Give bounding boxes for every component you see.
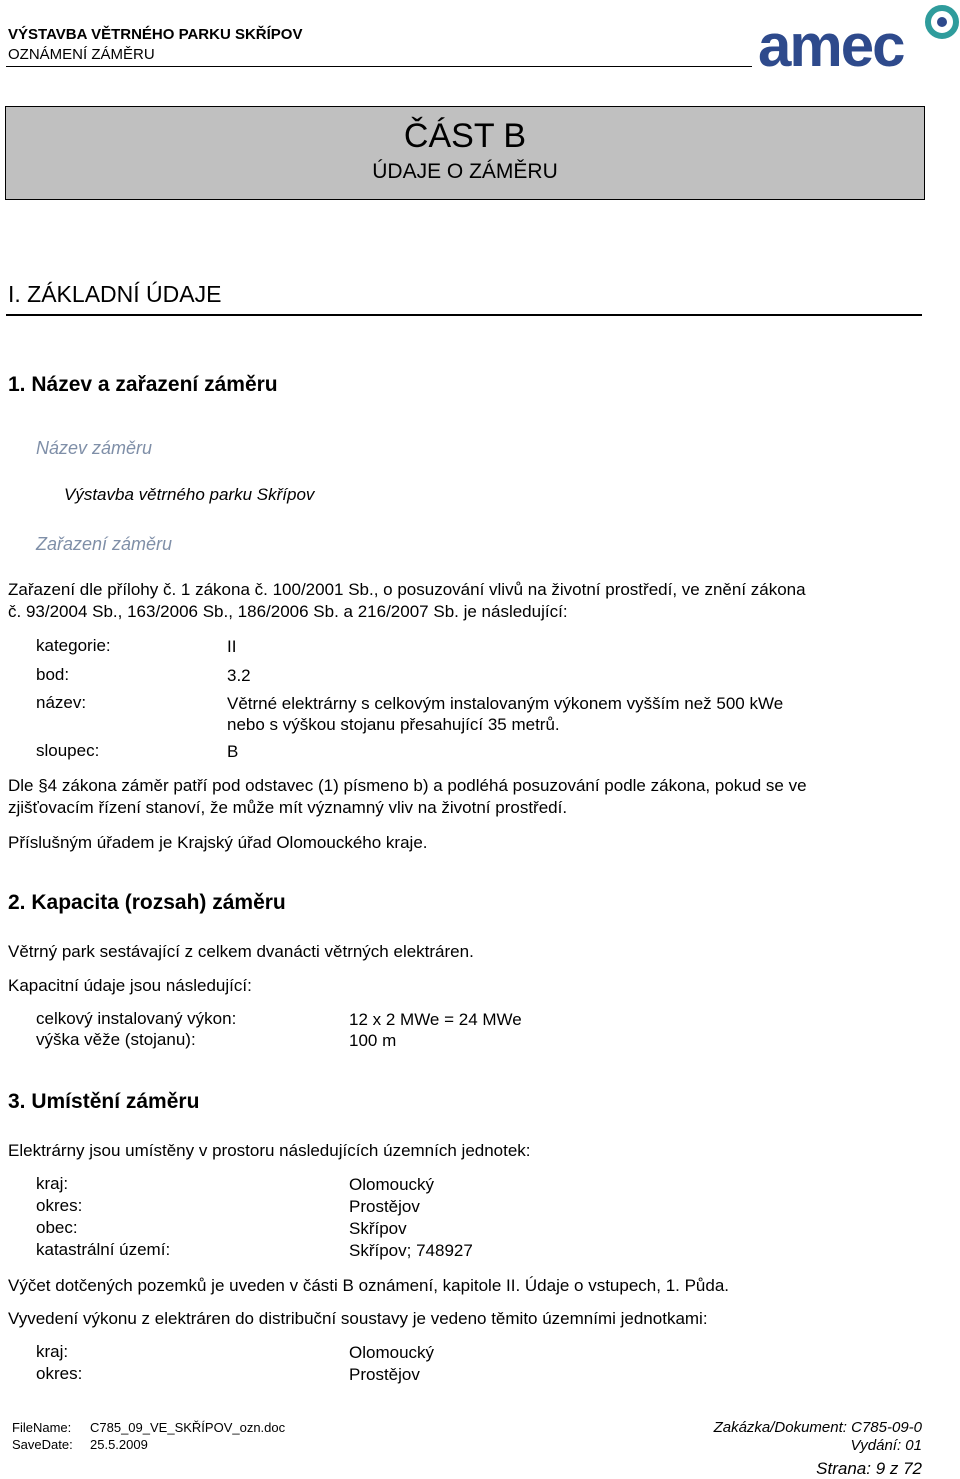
paragraph-authority: Příslušným úřadem je Krajský úřad Olomouckého kraje. — [8, 833, 428, 852]
footer-order: Zakázka/Dokument: C785-09-0 — [713, 1419, 922, 1436]
value-district-2: Prostějov — [349, 1365, 420, 1384]
capacity-para2: Kapacitní údaje jsou následující: — [8, 976, 252, 995]
value-installed-power: 12 x 2 MWe = 24 MWe — [349, 1010, 522, 1029]
classification-intro-line2: č. 93/2004 Sb., 163/2006 Sb., 186/2006 Sb. a 216/2007 Sb. je následující: — [8, 602, 568, 621]
section-title: I. ZÁKLADNÍ ÚDAJE — [8, 281, 222, 307]
footer-filename: C785_09_VE_SKŘÍPOV_ozn.doc — [90, 1420, 286, 1435]
label-title: název: — [36, 693, 87, 712]
value-municipality: Skřípov — [349, 1219, 407, 1238]
value-title-line1: Větrné elektrárny s celkovým instalovaným výkonem vyšším než 500 kWe — [227, 694, 784, 713]
label-installed-power: celkový instalovaný výkon: — [36, 1009, 237, 1028]
part-title: ČÁST B — [403, 117, 527, 155]
amec-logo — [756, 0, 960, 72]
footer-filename-label: FileName: — [12, 1420, 72, 1435]
label-region: kraj: — [36, 1174, 69, 1193]
paragraph-law-line2: zjišťovacím řízení stanoví, že může mít významný vliv na životní prostředí. — [8, 798, 568, 817]
location-para3: Vyvedení výkonu z elektráren do distribuční soustavy je vedeno těmito územními jednotkami: — [8, 1309, 708, 1328]
value-region: Olomoucký — [349, 1175, 435, 1194]
footer-savedate-label: SaveDate: — [12, 1437, 73, 1452]
value-cadastral: Skřípov; 748927 — [349, 1241, 473, 1260]
section-divider — [6, 314, 922, 316]
header-divider — [6, 66, 752, 67]
heading-location: 3. Umístění záměru — [8, 1090, 200, 1113]
label-municipality: obec: — [36, 1218, 78, 1237]
heading-name-classification: 1. Název a zařazení záměru — [8, 373, 278, 396]
value-title-line2: nebo s výškou stojanu přesahující 35 metrů. — [227, 715, 560, 734]
value-point: 3.2 — [227, 666, 251, 685]
footer-page: Strana: 9 z 72 — [816, 1459, 922, 1478]
logo-text: amec — [758, 12, 904, 72]
project-name: Výstavba větrného parku Skřípov — [64, 485, 315, 504]
footer-edition: Vydání: 01 — [850, 1437, 922, 1454]
value-category: II — [227, 637, 237, 656]
label-district: okres: — [36, 1196, 83, 1215]
label-tower-height: výška věže (stojanu): — [36, 1030, 196, 1049]
classification-intro-line1: Zařazení dle přílohy č. 1 zákona č. 100/2001 Sb., o posuzování vlivů na životní prostředí, ve znění zákona — [8, 580, 806, 599]
subheading-classification: Zařazení záměru — [36, 534, 173, 554]
value-tower-height: 100 m — [349, 1031, 397, 1050]
location-para2: Výčet dotčených pozemků je uveden v části B oznámení, kapitole II. Údaje o vstupech, 1. Půda. — [8, 1276, 730, 1295]
value-region-2: Olomoucký — [349, 1343, 435, 1362]
header-title: VÝSTAVBA VĚTRNÉHO PARKU SKŘÍPOV — [8, 26, 303, 43]
label-column: sloupec: — [36, 741, 100, 760]
label-point: bod: — [36, 665, 70, 684]
part-subtitle: ÚDAJE O ZÁMĚRU — [372, 160, 558, 183]
header-subtitle: OZNÁMENÍ ZÁMĚRU — [8, 46, 155, 63]
label-cadastral: katastrální území: — [36, 1240, 171, 1259]
footer-savedate: 25.5.2009 — [90, 1437, 148, 1452]
paragraph-law-line1: Dle §4 zákona záměr patří pod odstavec (1) písmeno b) a podléhá posuzování podle zákona, pokud se ve — [8, 776, 807, 795]
value-column: B — [227, 742, 239, 761]
heading-capacity: 2. Kapacita (rozsah) záměru — [8, 891, 286, 914]
location-para1: Elektrárny jsou umístěny v prostoru následujících územních jednotek: — [8, 1141, 531, 1160]
label-category: kategorie: — [36, 636, 111, 655]
capacity-para1: Větrný park sestávající z celkem dvanácti větrných elektráren. — [8, 942, 474, 961]
subheading-name: Název záměru — [36, 438, 153, 458]
value-district: Prostějov — [349, 1197, 420, 1216]
label-district-2: okres: — [36, 1364, 83, 1383]
label-region-2: kraj: — [36, 1342, 69, 1361]
